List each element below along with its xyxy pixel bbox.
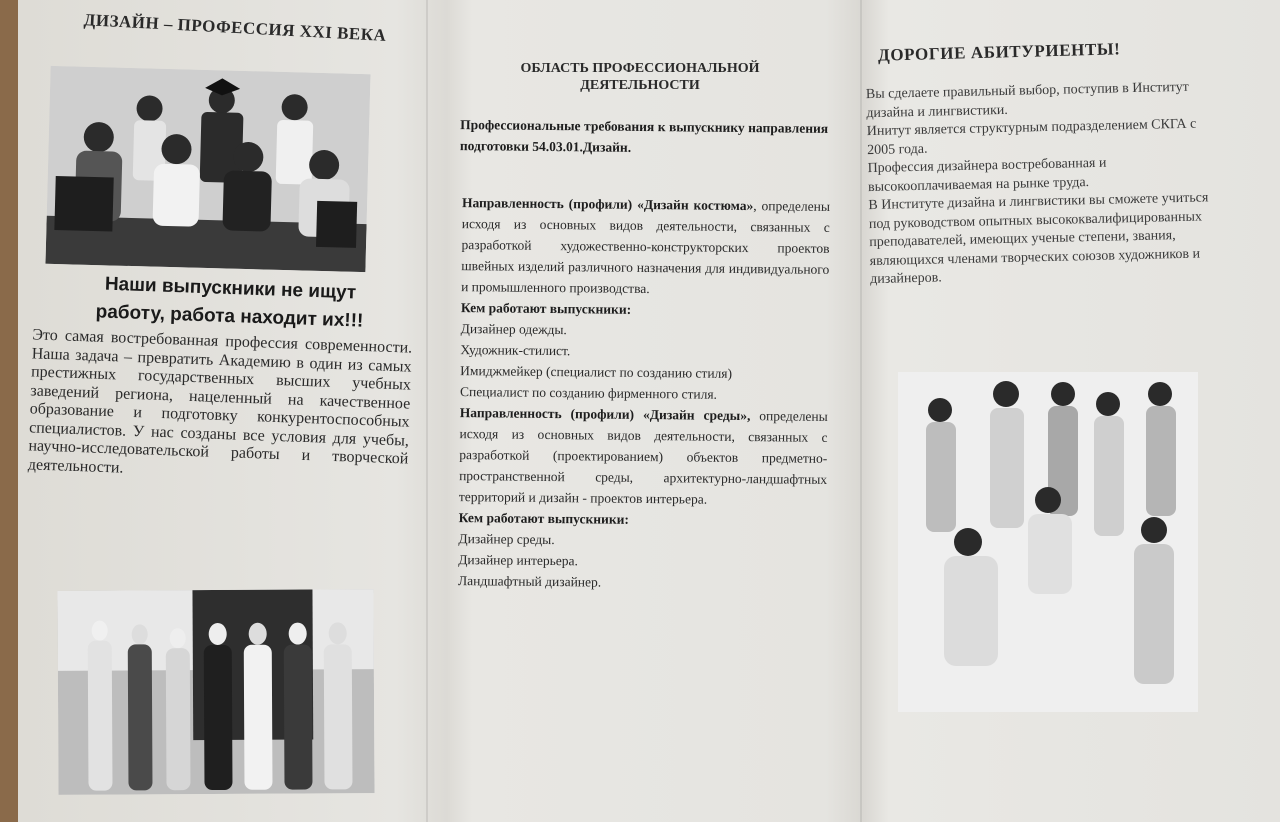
right-panel-paragraph: Инитут является структурным подразделением СКГА с 2005 года. bbox=[866, 116, 1197, 158]
fold-line bbox=[860, 0, 862, 822]
graduates-label: Кем работают выпускники: bbox=[460, 300, 632, 317]
right-panel-paragraph: Профессия дизайнера востребованная и высокооплачиваемая на рынке труда. bbox=[867, 155, 1107, 195]
left-panel-body: Это самая востребованная профессия современности. Наша задача – превратить Академию в один из самых престижных государственных высших учебных заведений региона, нацеленный на качественное образование и подготовку конкурентоспособных специалистов. У нас созданы все условия для учебы, научно-исследовательской работы и творческой деятельности. bbox=[27, 326, 413, 477]
graduate-job: Ландшафтный дизайнер. bbox=[457, 573, 602, 590]
directions-block bbox=[458, 192, 830, 595]
environment-direction-text: определены исходя из основных видов деятельности, связанных с разработкой (проектированием) объектов предметно-пространственной среды, архитектурно-ландшафтных территорий и дизайн - проектов интерьера. bbox=[458, 408, 828, 507]
middle-panel-title: ОБЛАСТЬ ПРОФЕССИОНАЛЬНОЙ ДЕЯТЕЛЬНОСТИ bbox=[520, 61, 760, 93]
environment-direction bbox=[459, 402, 828, 511]
right-panel-body bbox=[866, 78, 1231, 290]
graduate-job: Дизайнер интерьера. bbox=[458, 552, 579, 569]
costume-direction-text: , определены исходя из основных видов деятельности, связанных с разработкой художественно-конструкторских проектов швейных изделий различного назначения для индивидуального и промышленного производства. bbox=[461, 198, 831, 297]
graduate-job: Художник-стилист. bbox=[460, 342, 571, 359]
costume-direction-label: Направленность (профили) «Дизайн костюма» bbox=[461, 195, 754, 214]
requirements-text bbox=[460, 114, 828, 160]
right-panel-title: ДОРОГИЕ АБИТУРИЕНТЫ! bbox=[877, 39, 1121, 65]
graduate-job: Дизайнер среды. bbox=[458, 531, 555, 548]
graduates-group-photo bbox=[45, 66, 370, 272]
graduate-job: Специалист по созданию фирменного стиля. bbox=[459, 384, 718, 402]
fold-line bbox=[426, 0, 428, 822]
requirements-label: Профессиональные требования к выпускнику направления подготовки 54.03.01.Дизайн. bbox=[459, 117, 829, 155]
graduate-job: Имиджмейкер (специалист по созданию стиля) bbox=[460, 363, 733, 381]
models-group-photo bbox=[898, 372, 1198, 712]
graduate-job: Дизайнер одежды. bbox=[460, 321, 567, 338]
environment-direction-label: Направленность (профили) «Дизайн среды», bbox=[459, 405, 751, 424]
left-panel-title: ДИЗАЙН – ПРОФЕССИЯ XXI ВЕКА bbox=[83, 10, 387, 45]
costume-direction bbox=[461, 192, 830, 301]
left-panel-heading: Наши выпускники не ищут работу, работа находит их!!! bbox=[95, 273, 364, 332]
fashion-show-photo bbox=[57, 589, 374, 795]
graduates-label: Кем работают выпускники: bbox=[458, 510, 630, 527]
right-panel-paragraph: В Институте дизайна и лингвистики вы сможете учиться под руководством опытных высококвалифицированных преподавателей, имеющих ученые степени, звания, являющихся членами творческих союзов художников и дизайнеров. bbox=[868, 190, 1209, 288]
right-panel-paragraph: Вы сделаете правильный выбор, поступив в Институт дизайна и лингвистики. bbox=[865, 79, 1189, 121]
